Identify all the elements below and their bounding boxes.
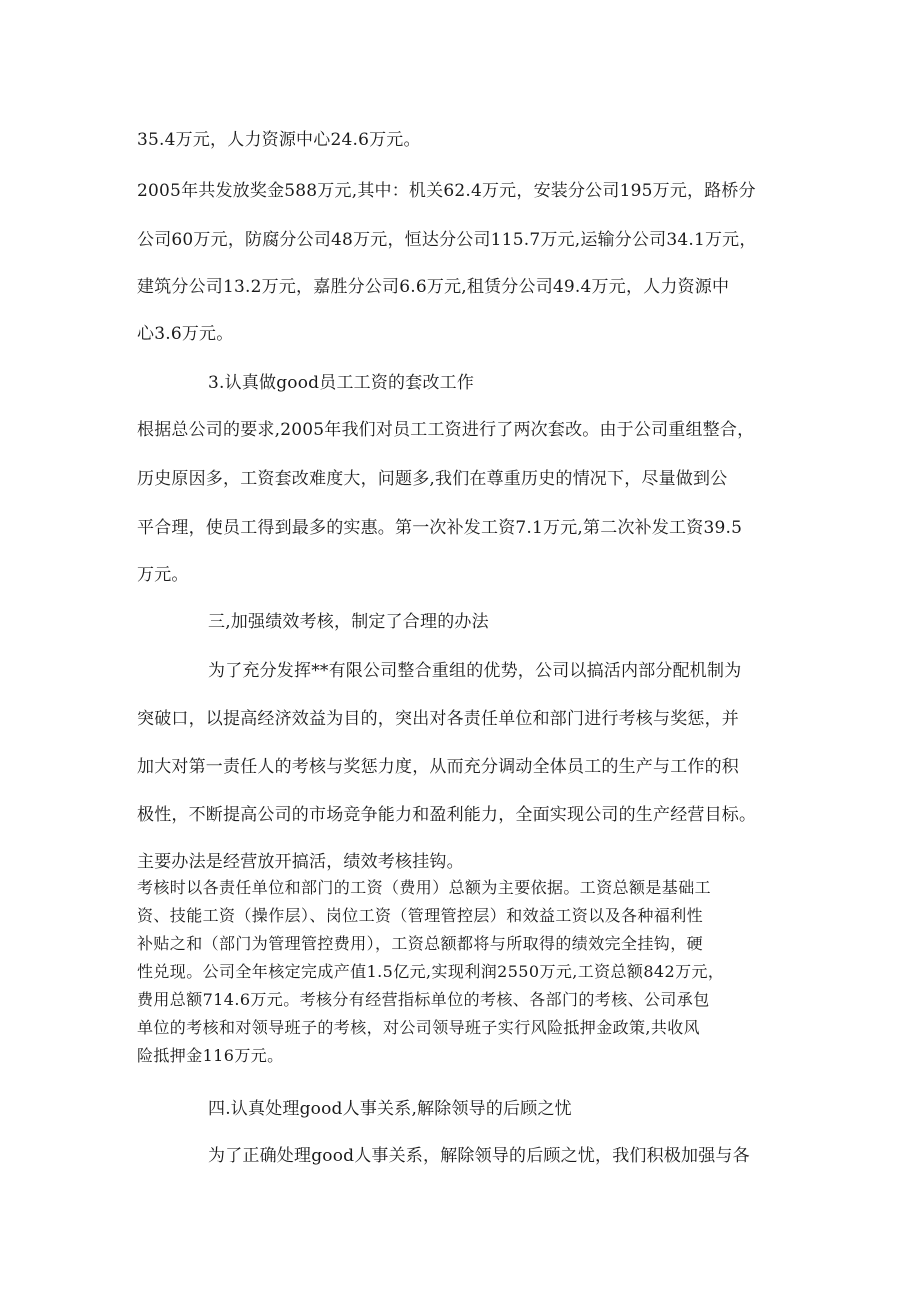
text-line: 突破口，以提高经济效益为目的，突出对各责任单位和部门进行考核与奖惩，并 [137, 709, 739, 729]
text-line: 考核时以各责任单位和部门的工资（费用）总额为主要依据。工资总额是基础工 [137, 878, 712, 897]
text-line: 补贴之和（部门为管理管控费用），工资总额都将与所取得的绩效完全挂钩，硬 [137, 934, 704, 953]
text-line: 单位的考核和对领导班子的考核，对公司领导班子实行风险抵押金政策,共收风 [137, 1018, 701, 1037]
text-line: 公司60万元，防腐分公司48万元，恒达分公司115.7万元,运输分公司34.1万元， [137, 230, 757, 250]
text-line: 费用总额714.6万元。考核分有经营指标单位的考核、各部门的考核、公司承包 [137, 990, 710, 1009]
text-line: 主要办法是经营放开搞活，绩效考核挂钩。 [137, 852, 464, 872]
text-line: 平合理，使员工得到最多的实惠。第一次补发工资7.1万元,第二次补发工资39.5 [137, 518, 743, 538]
section-heading: 四.认真处理good人事关系,解除领导的后顾之忧 [208, 1099, 572, 1119]
text-line: 加大对第一责任人的考核与奖惩力度，从而充分调动全体员工的生产与工作的积 [137, 757, 739, 777]
section-heading: 三,加强绩效考核，制定了合理的办法 [208, 612, 489, 632]
text-line: 心3.6万元。 [137, 324, 234, 344]
text-line: 为了正确处理good人事关系，解除领导的后顾之忧，我们积极加强与各 [208, 1146, 750, 1166]
section-heading: 3.认真做good员工工资的套改工作 [208, 373, 475, 393]
text-line: 35.4万元，人力资源中心24.6万元。 [137, 130, 421, 150]
text-line: 历史原因多，工资套改难度大，问题多,我们在尊重历史的情况下，尽量做到公 [137, 469, 728, 489]
text-line: 性兑现。公司全年核定完成产值1.5亿元,实现利润2550万元,工资总额842万元， [137, 962, 725, 981]
text-line: 资、技能工资（操作层）、岗位工资（管理管控层）和效益工资以及各种福利性 [137, 906, 704, 925]
text-line: 根据总公司的要求,2005年我们对员工工资进行了两次套改。由于公司重组整合， [137, 420, 755, 440]
text-line: 2005年共发放奖金588万元,其中：机关62.4万元，安装分公司195万元，路桥分 [137, 181, 756, 201]
text-line: 万元。 [137, 565, 189, 585]
text-line: 极性，不断提高公司的市场竞争能力和盈利能力，全面实现公司的生产经营目标。 [137, 805, 757, 825]
text-line: 为了充分发挥**有限公司整合重组的优势，公司以搞活内部分配机制为 [208, 661, 742, 681]
text-line: 险抵押金116万元。 [137, 1046, 284, 1065]
text-line: 建筑分公司13.2万元，嘉胜分公司6.6万元,租赁分公司49.4万元，人力资源中 [137, 277, 730, 297]
